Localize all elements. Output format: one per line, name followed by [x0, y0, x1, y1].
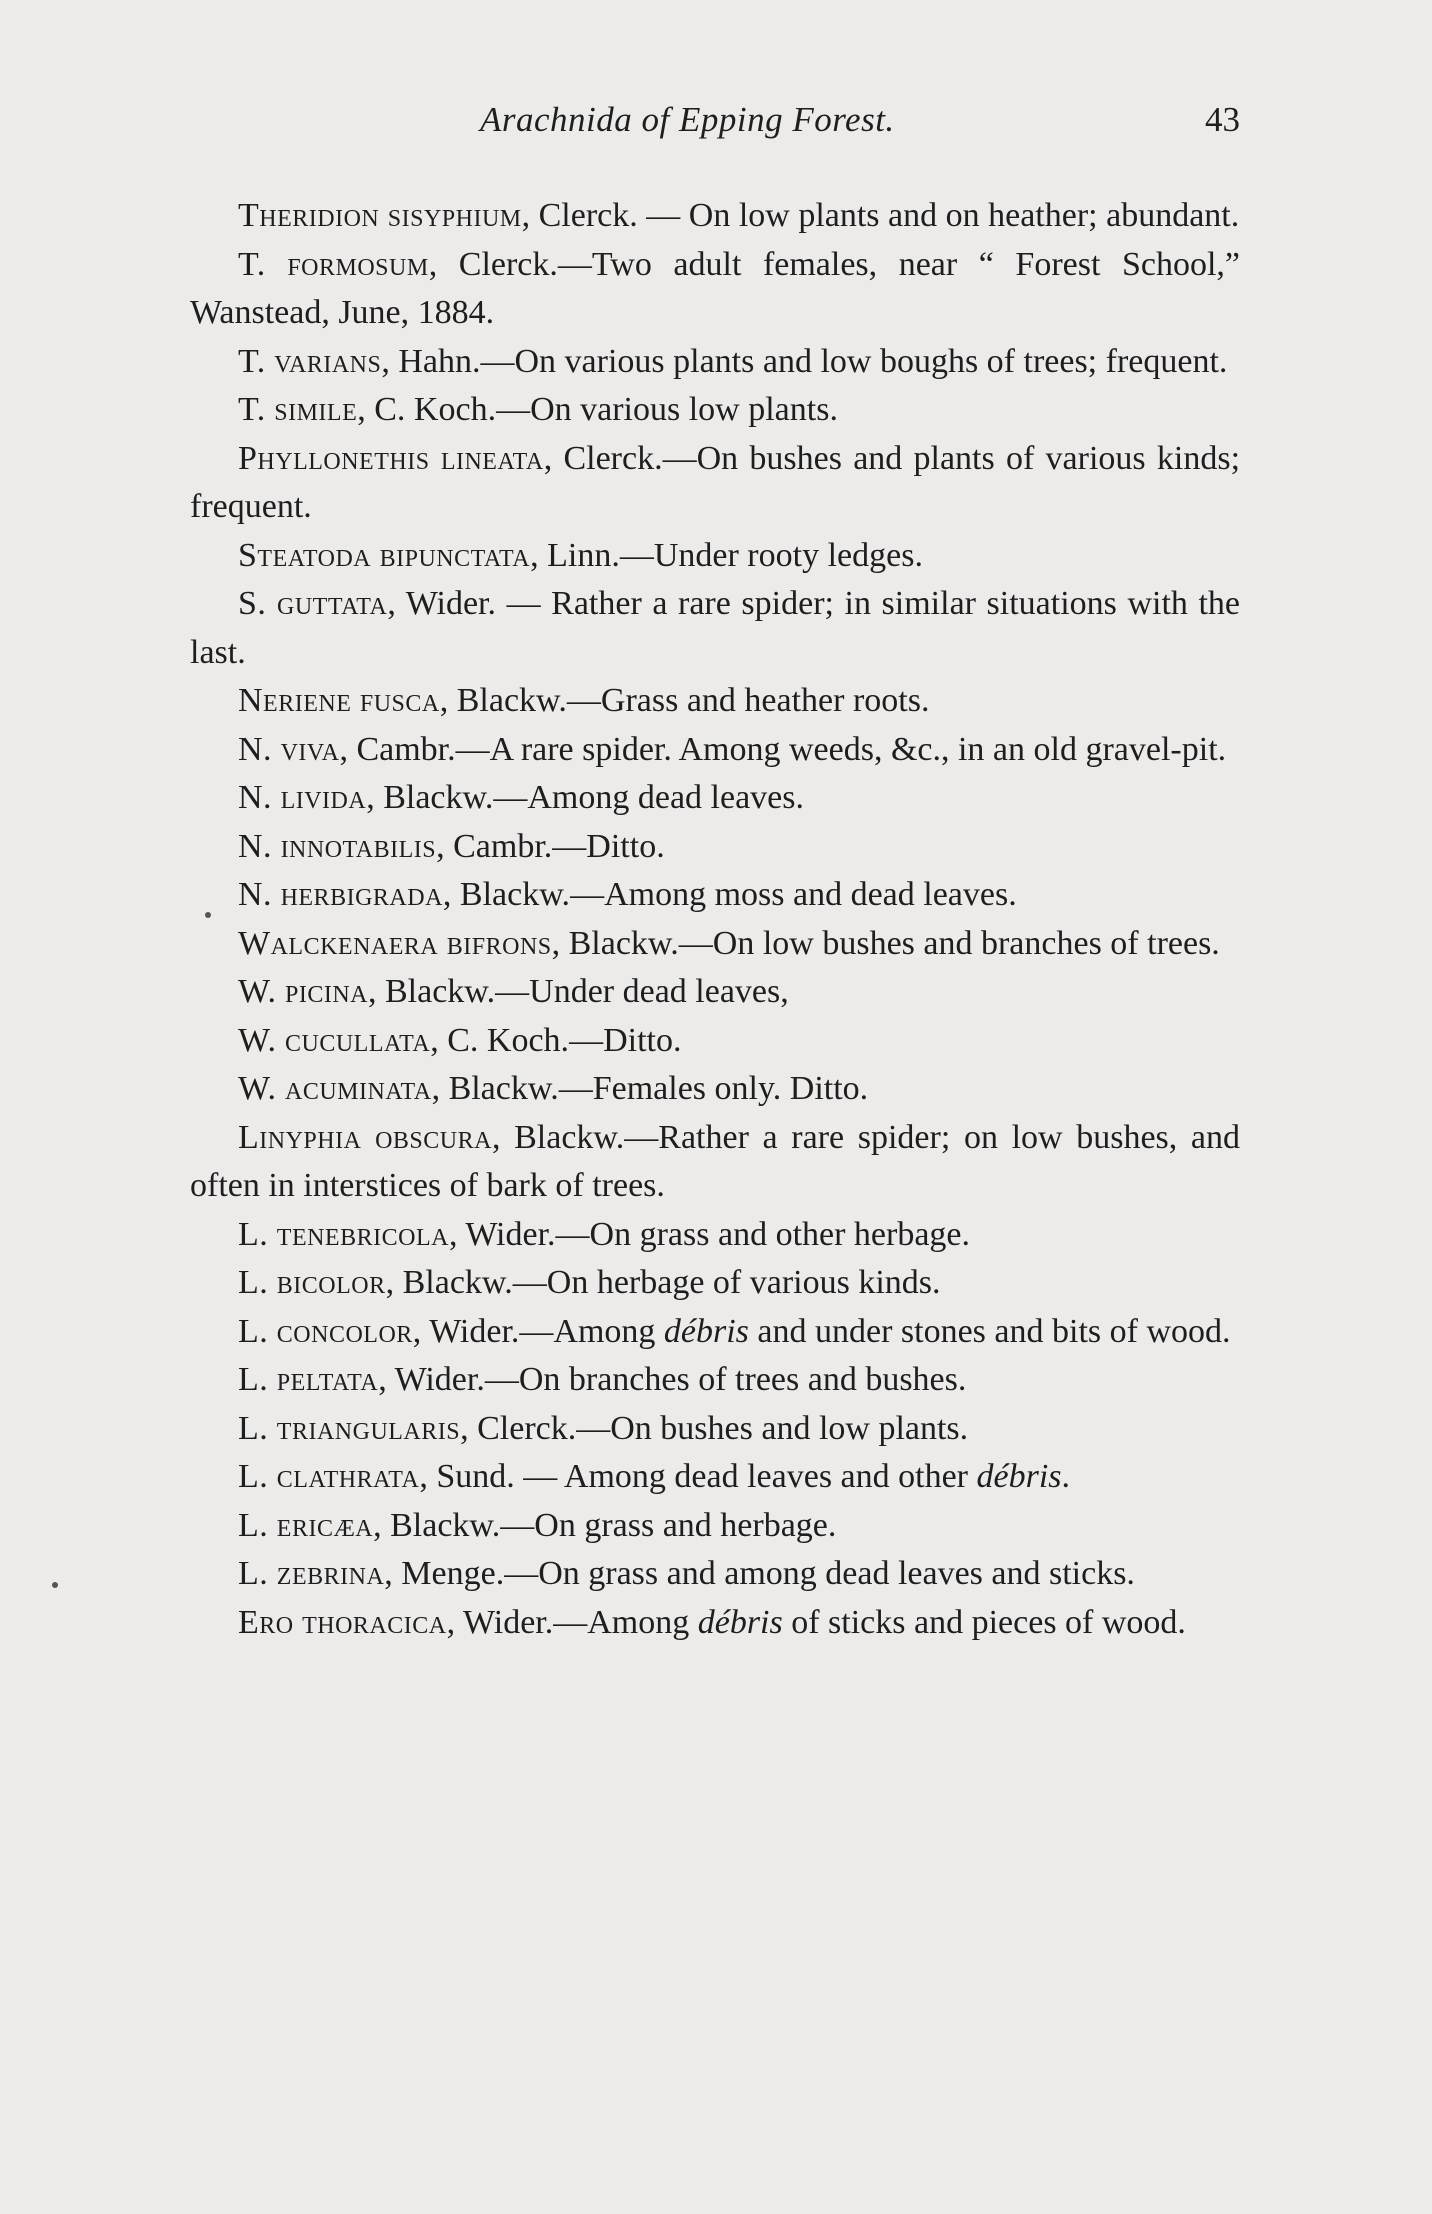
separator-dash: —: [455, 730, 490, 768]
authority: Wider.: [465, 1215, 556, 1253]
authority: Blackw.: [385, 973, 496, 1010]
authority: Blackw.: [568, 924, 679, 962]
habitat-text: Rather a rare spider; in similar situations with the last.: [190, 585, 1241, 671]
authority: Wider.: [394, 1361, 485, 1398]
italic-term: débris: [663, 1312, 749, 1350]
habitat-text: Two adult females, near “ Forest School,” Wanstead, June, 1884.: [190, 245, 1241, 331]
habitat-text: .: [1061, 1458, 1071, 1495]
italic-term: débris: [697, 1603, 783, 1641]
authority: Menge.: [401, 1555, 505, 1592]
genus-name: L.: [238, 1361, 269, 1398]
genus-name: N.: [238, 779, 273, 816]
authority: Blackw.: [390, 1506, 501, 1544]
species-entry: Linyphia obscura, Blackw.—Rather a rare spider; on low bushes, and often in interstices of bark of trees.: [190, 1118, 1241, 1204]
authority: C. Koch.: [447, 1021, 570, 1059]
species-name: livida: [280, 779, 367, 816]
habitat-text: Among: [553, 1312, 664, 1350]
genus-name: S.: [238, 585, 267, 622]
species-entry: L. zebrina, Menge.—On grass and among dead leaves and sticks.: [238, 1555, 1135, 1592]
authority: Blackw.: [383, 779, 494, 816]
authority: Wider.: [405, 585, 496, 622]
habitat-text: Among dead leaves.: [527, 779, 804, 816]
genus-name: T.: [238, 391, 266, 428]
separator-dash: —: [553, 1603, 588, 1641]
habitat-text: Females only. Ditto.: [592, 1070, 869, 1107]
separator-dash: —: [555, 1215, 590, 1253]
habitat-text: Among moss and dead leaves.: [604, 876, 1017, 913]
separator-dash: —: [637, 197, 689, 234]
authority: Blackw.: [514, 1118, 625, 1156]
habitat-text: Ditto.: [603, 1021, 682, 1059]
species-entry: T. simile, C. Koch.—On various low plants.: [238, 391, 838, 428]
species-entry: L. ericæa, Blackw.—On grass and herbage.: [238, 1506, 837, 1544]
habitat-text: On herbage of various kinds.: [546, 1264, 941, 1301]
species-name: zebrina: [276, 1555, 385, 1592]
species-name: clathrata: [276, 1458, 420, 1495]
habitat-text: and under stones and bits of wood.: [748, 1312, 1231, 1350]
habitat-text: On low plants and on heather; abundant.: [688, 197, 1240, 234]
separator-dash: —: [576, 1409, 611, 1447]
species-name: thoracica: [302, 1603, 447, 1641]
species-entry: Phyllonethis lineata, Clerck.—On bushes and plants of various kinds; frequent.: [190, 439, 1241, 525]
separator-dash: —: [569, 1021, 604, 1059]
habitat-text: On bushes and plants of various kinds; frequent.: [190, 439, 1241, 525]
authority: Blackw.: [456, 682, 567, 719]
species-name: tenebricola: [276, 1215, 449, 1253]
separator-dash: —: [493, 779, 528, 816]
print-speck: [205, 912, 211, 918]
species-name: cucullata: [284, 1021, 431, 1059]
species-name: peltata: [276, 1361, 379, 1398]
habitat-text: Grass and heather roots.: [600, 682, 930, 719]
separator-dash: —: [678, 924, 713, 962]
separator-dash: —: [514, 1458, 564, 1495]
species-name: bipunctata: [379, 536, 531, 574]
habitat-text: On various plants and low boughs of trees; frequent.: [514, 342, 1228, 380]
species-entry: W. picina, Blackw.—Under dead leaves,: [238, 973, 789, 1010]
authority: Blackw.: [459, 876, 571, 913]
habitat-text: On grass and herbage.: [534, 1506, 837, 1544]
genus-name: N.: [238, 827, 273, 865]
genus-name: L.: [238, 1458, 269, 1495]
species-entry: Theridion sisyphium, Clerck. — On low plants and on heather; abundant.: [238, 197, 1240, 234]
species-name: simile: [274, 391, 358, 428]
separator-dash: —: [624, 1118, 659, 1156]
species-entry: N. livida, Blackw.—Among dead leaves.: [238, 779, 804, 816]
separator-dash: —: [662, 439, 697, 477]
species-name: ericæa: [276, 1506, 374, 1544]
genus-name: N.: [238, 876, 273, 913]
species-entry: T. formosum, Clerck.—Two adult females, near “ Forest School,” Wanstead, June, 1884.: [190, 245, 1241, 331]
separator-dash: —: [552, 827, 587, 865]
genus-name: W.: [238, 1070, 277, 1107]
species-name: picina: [284, 973, 368, 1010]
species-entry: L. tenebricola, Wider.—On grass and other herbage.: [238, 1215, 971, 1253]
authority: Sund.: [436, 1458, 515, 1495]
species-name: concolor: [276, 1312, 413, 1350]
separator-dash: —: [495, 973, 530, 1010]
separator-dash: —: [484, 1361, 519, 1398]
species-entry: L. concolor, Wider.—Among débris and under stones and bits of wood.: [238, 1312, 1231, 1350]
authority: Blackw.: [448, 1070, 559, 1107]
authority: Cambr.: [453, 827, 553, 865]
species-entry: S. guttata, Wider. — Rather a rare spider; in similar situations with the last.: [190, 585, 1241, 671]
genus-name: Steatoda: [238, 536, 372, 574]
species-entry: W. cucullata, C. Koch.—Ditto.: [238, 1021, 682, 1059]
genus-name: L.: [238, 1264, 269, 1301]
habitat-text: On grass and among dead leaves and sticks.: [538, 1555, 1135, 1592]
genus-name: W.: [238, 973, 277, 1010]
authority: Hahn.: [398, 342, 481, 380]
genus-name: Linyphia: [238, 1118, 362, 1156]
authority: C. Koch.: [374, 391, 497, 428]
genus-name: L.: [238, 1506, 269, 1544]
species-entry: Ero thoracica, Wider.—Among débris of sticks and pieces of wood.: [238, 1603, 1186, 1641]
genus-name: Ero: [238, 1603, 294, 1641]
species-name: innotabilis: [280, 827, 437, 865]
habitat-text: On various low plants.: [530, 391, 838, 428]
species-entry: L. triangularis, Clerck.—On bushes and low plants.: [238, 1409, 969, 1447]
habitat-text: Ditto.: [586, 827, 665, 865]
genus-name: L.: [238, 1409, 269, 1447]
species-entry: T. varians, Hahn.—On various plants and low boughs of trees; frequent.: [238, 342, 1228, 380]
authority: Cambr.: [356, 730, 456, 768]
running-title: Arachnida of Epping Forest.: [480, 100, 895, 139]
species-name: bifrons: [446, 924, 552, 962]
genus-name: Neriene: [238, 682, 352, 719]
species-entry: Neriene fusca, Blackw.—Grass and heather roots.: [238, 682, 930, 719]
genus-name: L.: [238, 1312, 269, 1350]
species-entry: N. innotabilis, Cambr.—Ditto.: [238, 827, 665, 865]
habitat-text: Rather a rare spider; on low bushes, and often in interstices of bark of trees.: [190, 1118, 1241, 1204]
species-entry: Steatoda bipunctata, Linn.—Under rooty ledges.: [238, 536, 923, 574]
authority: Wider.: [429, 1312, 520, 1350]
species-name: obscura: [375, 1118, 492, 1156]
genus-name: Walckenaera: [238, 924, 439, 962]
separator-dash: —: [480, 342, 515, 380]
species-name: herbigrada: [280, 876, 443, 913]
species-entry: N. viva, Cambr.—A rare spider. Among weeds, &c., in an old gravel-pit.: [238, 730, 1227, 768]
species-name: viva: [280, 730, 340, 768]
separator-dash: —: [570, 876, 605, 913]
species-entry: Walckenaera bifrons, Blackw.—On low bushes and branches of trees.: [238, 924, 1220, 962]
species-name: guttata: [277, 585, 388, 622]
authority: Blackw.: [402, 1264, 513, 1301]
habitat-text: On grass and other herbage.: [589, 1215, 971, 1253]
separator-dash: —: [519, 1312, 554, 1350]
genus-name: L.: [238, 1555, 269, 1592]
species-entry: W. acuminata, Blackw.—Females only. Ditto.: [238, 1070, 869, 1107]
genus-name: L.: [238, 1215, 269, 1253]
separator-dash: —: [496, 391, 531, 428]
species-name: sisyphium: [387, 197, 522, 234]
authority: Clerck.: [458, 245, 558, 283]
page-number: 43: [1205, 100, 1240, 139]
genus-name: T.: [238, 245, 266, 283]
species-entry: L. clathrata, Sund. — Among dead leaves and other débris.: [238, 1458, 1071, 1495]
authority: Wider.: [463, 1603, 554, 1641]
species-name: fusca: [359, 682, 440, 719]
species-name: triangularis: [276, 1409, 461, 1447]
print-speck: [52, 1582, 58, 1588]
species-name: acuminata: [284, 1070, 432, 1107]
authority: Linn.: [547, 536, 620, 574]
separator-dash: —: [504, 1555, 539, 1592]
genus-name: T.: [238, 342, 266, 380]
habitat-text: On low bushes and branches of trees.: [712, 924, 1220, 962]
habitat-text: Under rooty ledges.: [653, 536, 923, 574]
separator-dash: —: [619, 536, 654, 574]
species-list: [190, 192, 1240, 1647]
genus-name: Theridion: [238, 197, 380, 234]
genus-name: W.: [238, 1021, 277, 1059]
habitat-text: of sticks and pieces of wood.: [782, 1603, 1186, 1641]
authority: Clerck.: [563, 439, 663, 477]
authority: Clerck.: [538, 197, 638, 234]
habitat-text: Among dead leaves and other: [563, 1458, 977, 1495]
habitat-text: On bushes and low plants.: [610, 1409, 969, 1447]
habitat-text: Under dead leaves,: [529, 973, 789, 1010]
page-header: [190, 100, 1240, 160]
genus-name: N.: [238, 730, 273, 768]
habitat-text: On branches of trees and bushes.: [518, 1361, 967, 1398]
species-name: bicolor: [276, 1264, 386, 1301]
species-entry: L. peltata, Wider.—On branches of trees and bushes.: [238, 1361, 967, 1398]
separator-dash: —: [566, 682, 601, 719]
habitat-text: A rare spider. Among weeds, &c., in an old gravel-pit.: [489, 730, 1227, 768]
habitat-text: Among: [587, 1603, 698, 1641]
authority: Clerck.: [477, 1409, 577, 1447]
species-name: varians: [274, 342, 382, 380]
separator-dash: —: [496, 585, 552, 622]
separator-dash: —: [512, 1264, 547, 1301]
separator-dash: —: [557, 245, 592, 283]
species-name: formosum: [287, 245, 429, 283]
separator-dash: —: [558, 1070, 593, 1107]
species-name: lineata: [440, 439, 544, 477]
species-entry: N. herbigrada, Blackw.—Among moss and dead leaves.: [238, 876, 1017, 913]
italic-term: débris: [976, 1458, 1062, 1495]
species-entry: L. bicolor, Blackw.—On herbage of various kinds.: [238, 1264, 941, 1301]
separator-dash: —: [500, 1506, 535, 1544]
genus-name: Phyllonethis: [238, 439, 430, 477]
